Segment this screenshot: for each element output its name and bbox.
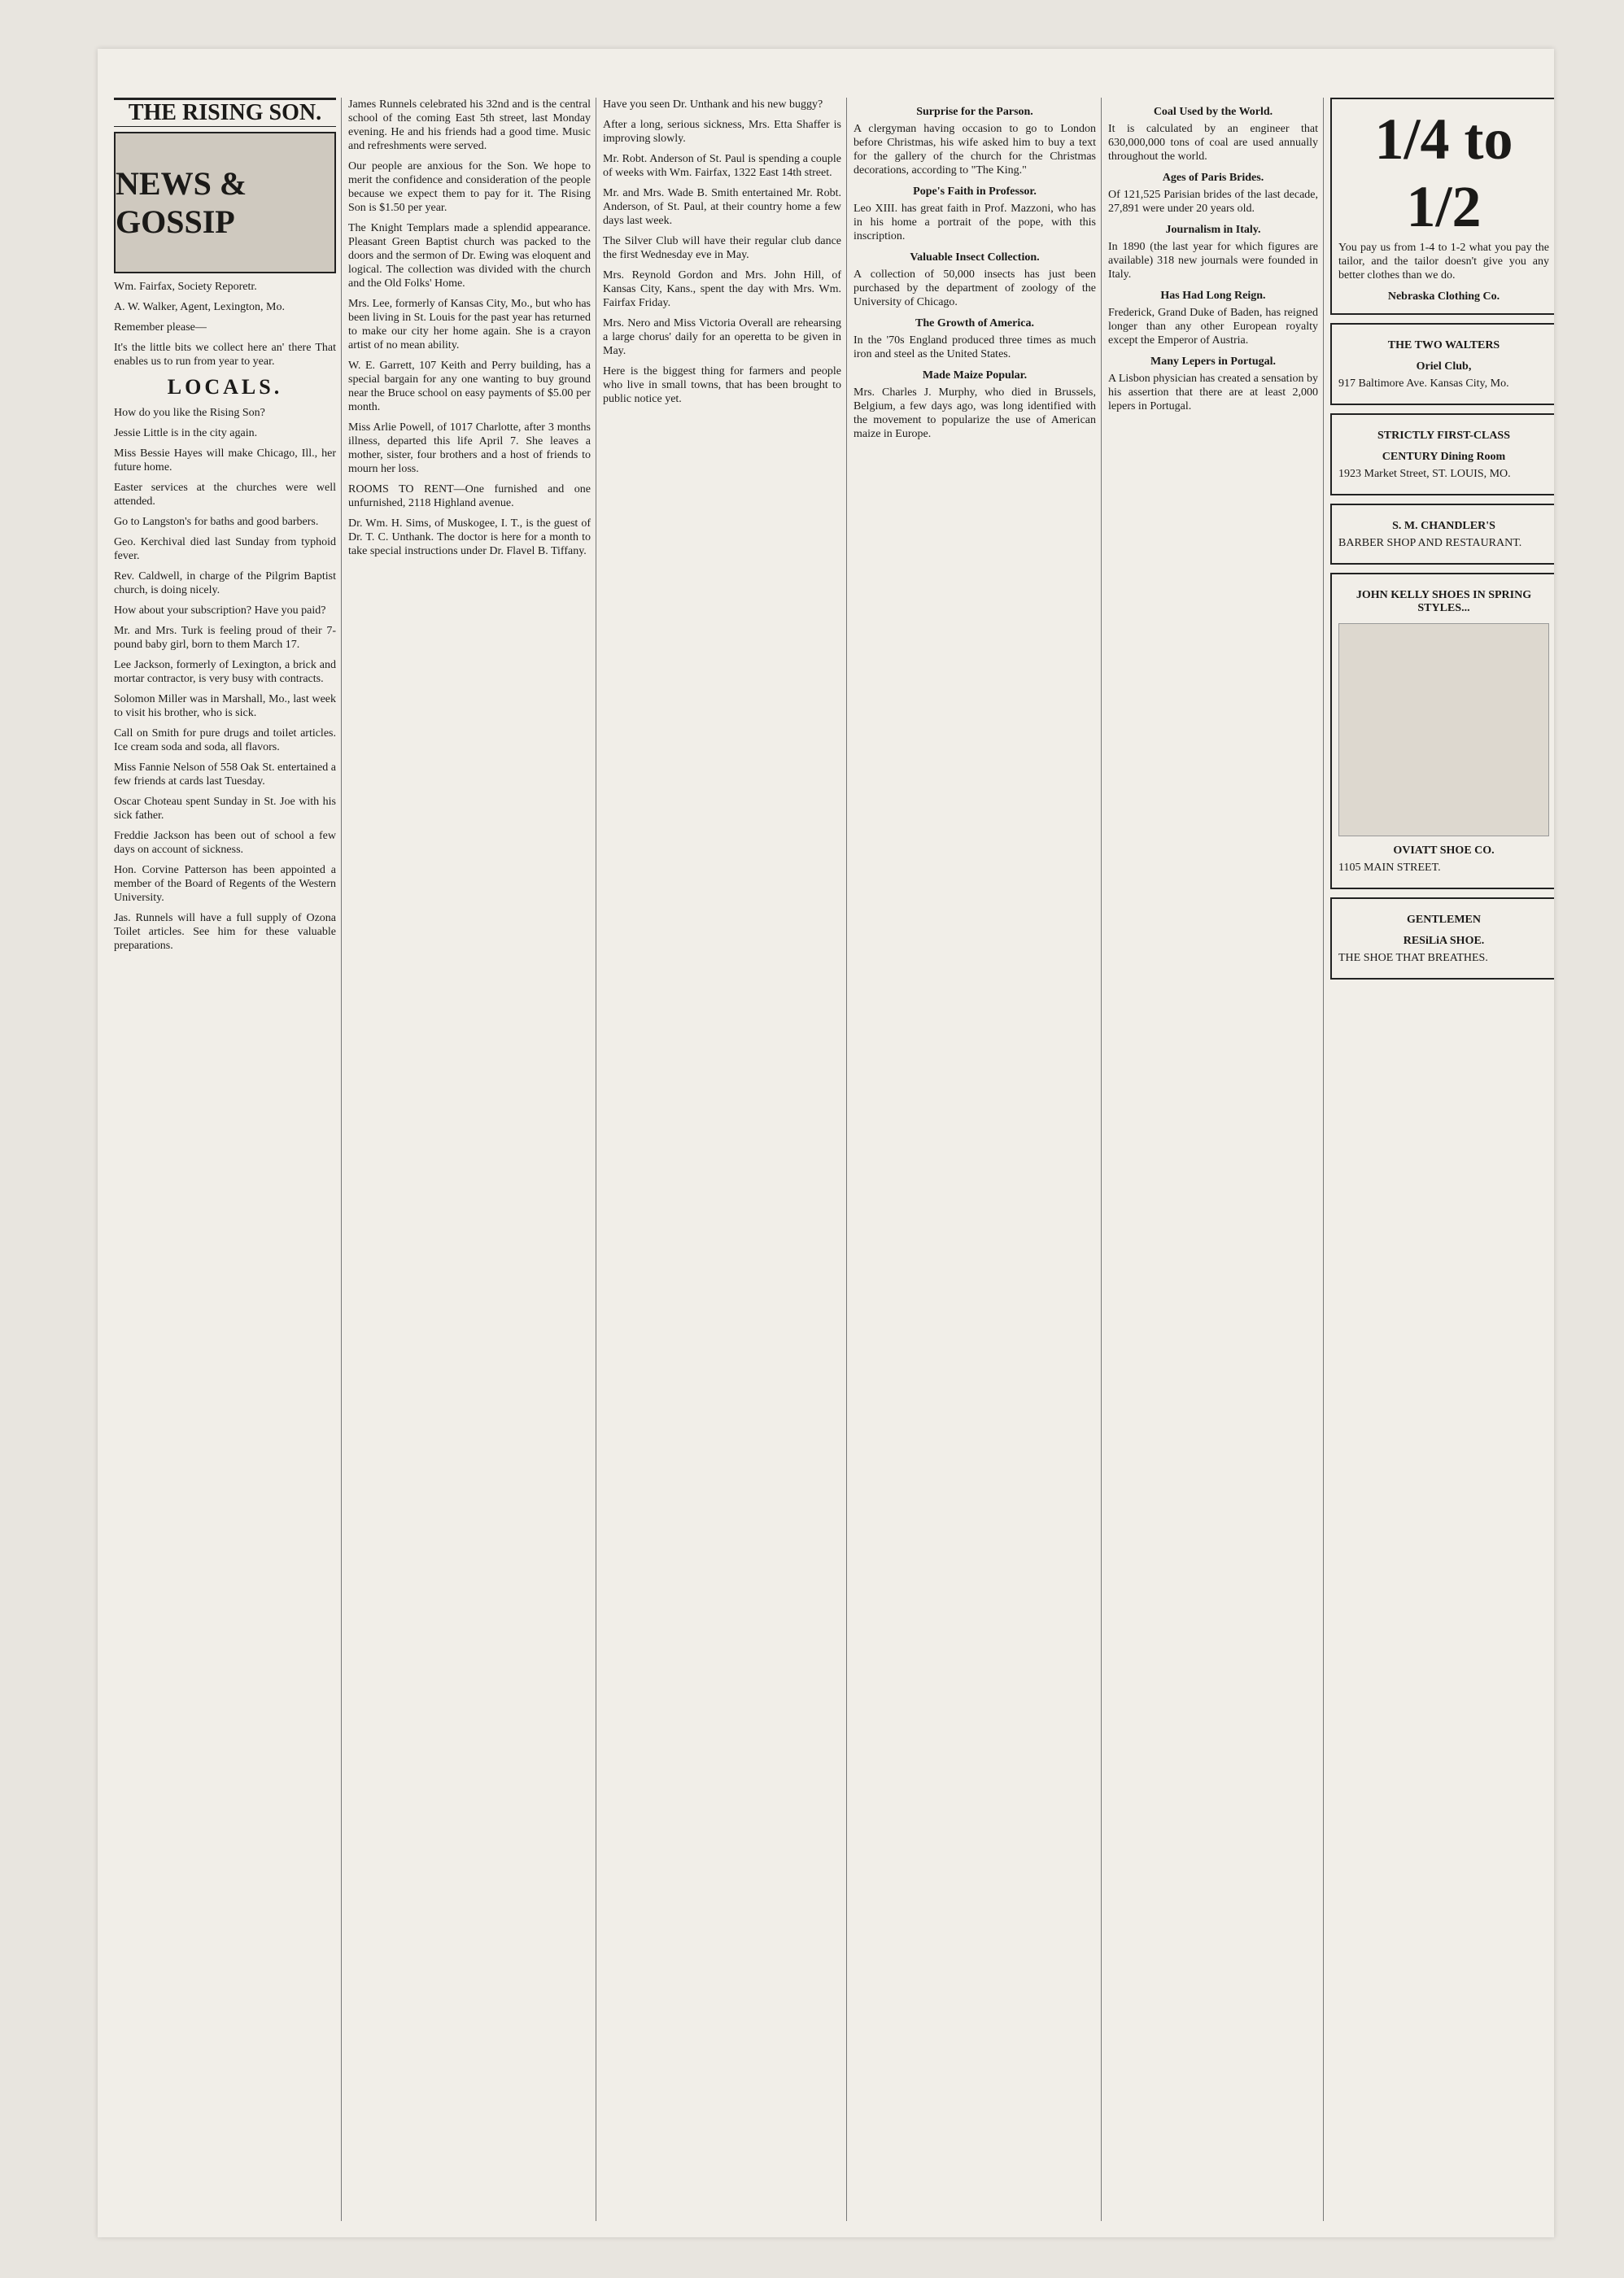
- local-item: Rev. Caldwell, in charge of the Pilgrim Baptist church, is doing nicely.: [114, 570, 336, 596]
- article: Mr. Robt. Anderson of St. Paul is spending a couple of weeks with Wm. Fairfax, 1322 East 14th street.: [603, 153, 841, 179]
- local-item: Hon. Corvine Patterson has been appointed a member of the Board of Regents of the Western University.: [114, 864, 336, 904]
- column-grid: [114, 98, 1549, 2221]
- heading: Ages of Paris Brides.: [1162, 172, 1264, 184]
- oviatt-address: 1105 MAIN STREET.: [1338, 862, 1441, 874]
- dining-ad: [1330, 413, 1554, 495]
- news-gossip-logo: NEWS & GOSSIP: [114, 132, 336, 273]
- local-item: Jessie Little is in the city again.: [114, 427, 258, 439]
- local-item: Solomon Miller was in Marshall, Mo., last week to visit his brother, who is sick.: [114, 693, 336, 719]
- article: It is calculated by an engineer that 630,000,000 tons of coal are used annually throughout the world.: [1108, 123, 1318, 163]
- article: After a long, serious sickness, Mrs. Etta Shaffer is improving slowly.: [603, 119, 841, 145]
- article: Mrs. Charles J. Murphy, who died in Brussels, Belgium, a few days ago, was long identified with the movement to popularize the use of American maize in Europe.: [853, 386, 1096, 440]
- heading: Surprise for the Parson.: [916, 106, 1033, 118]
- local-item: Oscar Choteau spent Sunday in St. Joe with his sick father.: [114, 796, 336, 822]
- heading: Made Maize Popular.: [922, 369, 1028, 382]
- article: Our people are anxious for the Son. We hope to merit the confidence and consideration of the people because we expect them to pay for it. The Rising Son is $1.50 per year.: [348, 160, 591, 214]
- article: The Knight Templars made a splendid appearance. Pleasant Green Baptist church was packed to the doors and the sermon of Dr. Ewing was eloquent and logical. The collection was divided with the church and the Old Folks' Home.: [348, 222, 591, 290]
- local-item: How about your subscription? Have you paid?: [114, 604, 326, 617]
- resilia-sub: THE SHOE THAT BREATHES.: [1338, 952, 1488, 964]
- oriel-top: THE TWO WALTERS: [1387, 339, 1500, 351]
- column-4: [853, 98, 1102, 2221]
- column-2: [348, 98, 596, 2221]
- heading: Many Lepers in Portugal.: [1150, 356, 1276, 368]
- resilia-ad: [1330, 897, 1554, 980]
- dining-2: CENTURY Dining Room: [1382, 451, 1506, 463]
- oriel-ad: [1330, 323, 1554, 405]
- oviatt-title: OVIATT SHOE CO.: [1393, 844, 1495, 857]
- local-item: How do you like the Rising Son?: [114, 407, 265, 419]
- article: Miss Arlie Powell, of 1017 Charlotte, after 3 months illness, departed this life April 7. She leaves a mother, sister, four brothers and a host of friends to mourn her loss.: [348, 421, 591, 475]
- article: ROOMS TO RENT—One furnished and one unfurnished, 2118 Highland avenue.: [348, 483, 591, 509]
- locals-title: LOCALS.: [167, 375, 283, 399]
- heading: Valuable Insect Collection.: [910, 251, 1040, 264]
- chandler-title: S. M. CHANDLER'S: [1392, 520, 1495, 532]
- local-item: Miss Bessie Hayes will make Chicago, Ill., her future home.: [114, 447, 336, 473]
- article: Mrs. Reynold Gordon and Mrs. John Hill, of Kansas City, Kans., spent the day with Mrs. Wm. Fairfax Friday.: [603, 269, 841, 309]
- article: Leo XIII. has great faith in Prof. Mazzoni, who has in his home a portrait of the pope, with this inscription.: [853, 203, 1096, 242]
- chandler-sub: BARBER SHOP AND RESTAURANT.: [1338, 537, 1522, 549]
- article: In 1890 (the last year for which figures are available) 318 new journals were founded in Italy.: [1108, 241, 1318, 281]
- local-item: Jas. Runnels will have a full supply of Ozona Toilet articles. See him for these valuable preparations.: [114, 912, 336, 952]
- fraction-text: You pay us from 1-4 to 1-2 what you pay the tailor, and the tailor doesn't give you any better clothes than we do.: [1338, 242, 1549, 281]
- article: In the '70s England produced three times as much iron and steel as the United States.: [853, 334, 1096, 360]
- staff-editor: Wm. Fairfax, Society Reporetr.: [114, 281, 257, 293]
- local-item: Easter services at the churches were well attended.: [114, 482, 336, 508]
- nebraska-logo: Nebraska Clothing Co.: [1387, 290, 1500, 303]
- local-item: Call on Smith for pure drugs and toilet articles. Ice cream soda and soda, all flavors.: [114, 727, 336, 753]
- dining-address: 1923 Market Street, ST. LOUIS, MO.: [1338, 468, 1511, 480]
- column-1: [114, 98, 342, 2221]
- local-item: Freddie Jackson has been out of school a few days on account of sickness.: [114, 830, 336, 856]
- dining-1: STRICTLY FIRST-CLASS: [1377, 430, 1511, 442]
- heading: The Growth of America.: [915, 317, 1034, 329]
- article: Mrs. Lee, formerly of Kansas City, Mo., but who has been living in St. Louis for the past year has returned to make our city her home again. She is a crayon artist of no mean ability.: [348, 298, 591, 351]
- article: Mr. and Mrs. Wade B. Smith entertained Mr. Robt. Anderson, of St. Paul, at their country home a few days last week.: [603, 187, 841, 227]
- local-item: Geo. Kerchival died last Sunday from typhoid fever.: [114, 536, 336, 562]
- clothing-ad: [1330, 98, 1554, 315]
- article: Have you seen Dr. Unthank and his new buggy?: [603, 98, 823, 111]
- article: Dr. Wm. H. Sims, of Muskogee, I. T., is the guest of Dr. T. C. Unthank. The doctor is here for a month to take special instructions under Dr. Flavel B. Tiffany.: [348, 517, 591, 557]
- staff-agent: A. W. Walker, Agent, Lexington, Mo.: [114, 301, 285, 313]
- heading: Pope's Faith in Professor.: [913, 185, 1037, 198]
- remember-please: Remember please—: [114, 321, 207, 334]
- article: Here is the biggest thing for farmers and people who live in small towns, that has been brought to public notice yet.: [603, 365, 841, 405]
- oriel-address: 917 Baltimore Ave. Kansas City, Mo.: [1338, 377, 1509, 390]
- column-6-ads: [1330, 98, 1554, 2221]
- heading: Journalism in Italy.: [1165, 224, 1261, 236]
- oriel-title: Oriel Club,: [1416, 360, 1472, 373]
- newspaper-page: [98, 49, 1554, 2237]
- article: Frederick, Grand Duke of Baden, has reigned longer than any other European royalty except the Emperor of Austria.: [1108, 307, 1318, 347]
- article: A collection of 50,000 insects has just been purchased by the department of zoology of the University of Chicago.: [853, 268, 1096, 308]
- heading: Has Had Long Reign.: [1160, 290, 1266, 302]
- article: Mrs. Nero and Miss Victoria Overall are rehearsing a large chorus' daily for an operetta to be given in May.: [603, 317, 841, 357]
- column-5: [1108, 98, 1324, 2221]
- local-item: Lee Jackson, formerly of Lexington, a brick and mortar contractor, is very busy with contracts.: [114, 659, 336, 685]
- local-item: Mr. and Mrs. Turk is feeling proud of their 7-pound baby girl, born to them March 17.: [114, 625, 336, 651]
- column-3: [603, 98, 847, 2221]
- local-item: Go to Langston's for baths and good barbers.: [114, 516, 319, 528]
- remember-note: It's the little bits we collect here an' there That enables us to run from year to year.: [114, 342, 336, 368]
- kelly-title: JOHN KELLY SHOES IN SPRING STYLES...: [1356, 589, 1532, 614]
- chandler-ad: [1330, 504, 1554, 565]
- heading: Coal Used by the World.: [1153, 106, 1273, 118]
- fraction-headline: 1/4 to 1/2: [1374, 107, 1513, 239]
- article: A clergyman having occasion to go to London before Christmas, his wife asked him to buy a text for the gallery of the church for the Christmas decorations, according to "The King.": [853, 123, 1096, 177]
- article: James Runnels celebrated his 32nd and is the central school of the coming East 5th street, last Monday evening. He and his friends had a good time. Music and refreshments were served.: [348, 98, 591, 152]
- gentlemen-title: GENTLEMEN: [1406, 914, 1481, 926]
- local-item: Miss Fannie Nelson of 558 Oak St. entertained a few friends at cards last Tuesday.: [114, 762, 336, 788]
- article: The Silver Club will have their regular club dance the first Wednesday eve in May.: [603, 235, 841, 261]
- article: A Lisbon physician has created a sensation by his assertion that there are at least 2,000 lepers in Portugal.: [1108, 373, 1318, 412]
- resilia-title: RESiLiA SHOE.: [1403, 935, 1485, 947]
- article: Of 121,525 Parisian brides of the last decade, 27,891 were under 20 years old.: [1108, 189, 1318, 215]
- masthead: THE RISING SON.: [114, 98, 336, 127]
- shoe-illustration-icon: [1338, 623, 1549, 836]
- kelly-ad: [1330, 573, 1554, 889]
- article: W. E. Garrett, 107 Keith and Perry building, has a special bargain for any one wanting to buy ground near the Bruce school on easy payments of $5.00 per month.: [348, 360, 591, 413]
